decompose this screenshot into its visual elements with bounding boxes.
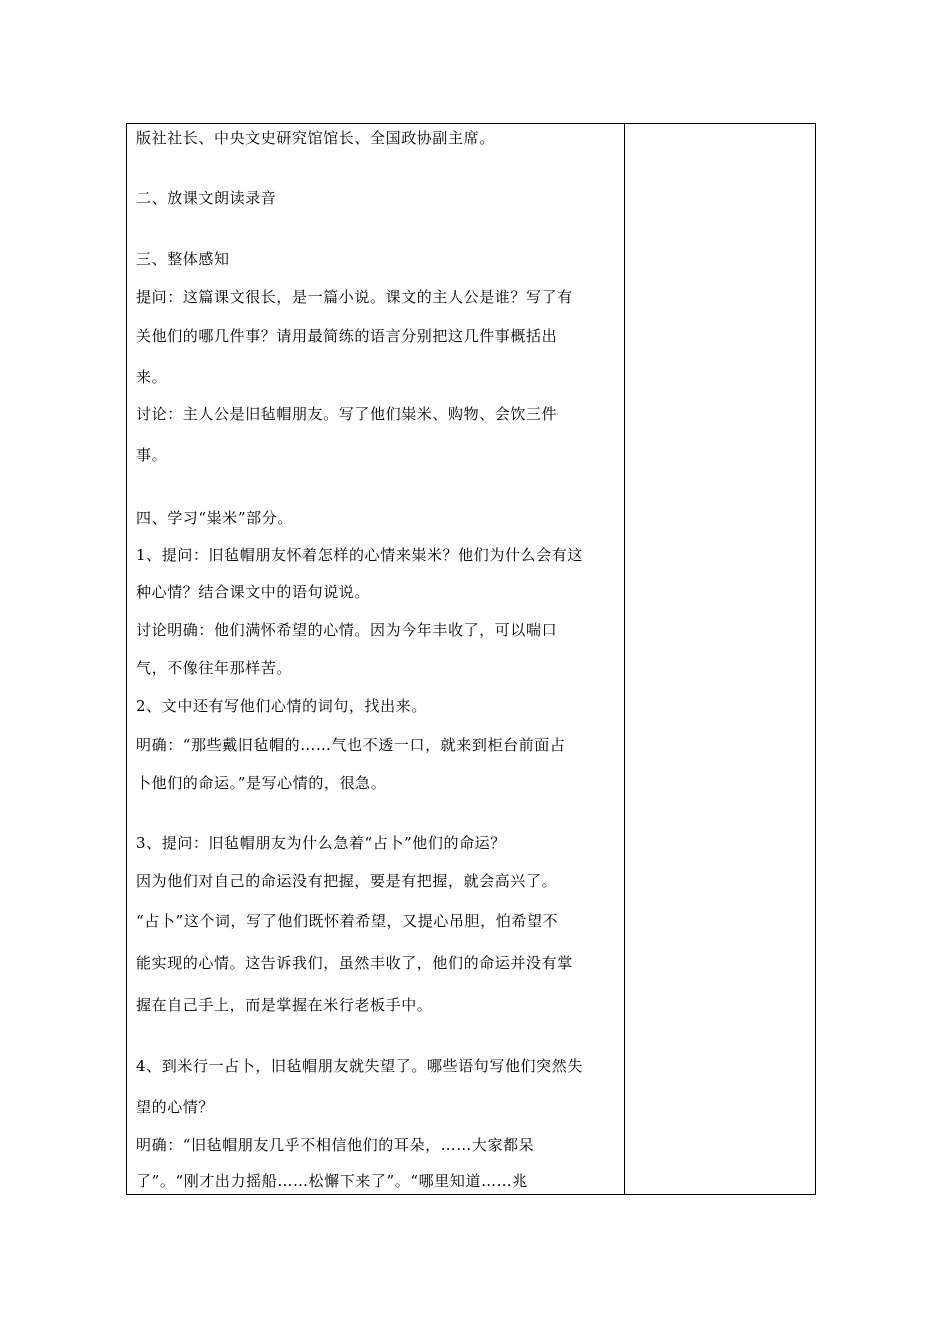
text-line: 4、到米行一占卜，旧毡帽朋友就失望了。哪些语句写他们突然失 [136,1057,583,1075]
text-line: 因为他们对自己的命运没有把握，要是有把握，就会高兴了。 [136,872,558,890]
section-heading: 二、放课文朗读录音 [136,189,277,207]
text-line-content: 卜他们的命运。”是写心情的，很急。 [136,774,387,792]
section-heading: 四、学习“粜米”部分。 [136,509,293,527]
text-line: 能实现的心情。这告诉我们，虽然丰收了，他们的命运并没有掌 [136,954,573,972]
text-line: 版社社长、中央文史研究馆馆长、全国政协副主席。 [136,129,495,147]
text-line [136,773,386,793]
text-line: 种心情？结合课文中的语句说说。 [136,583,371,601]
notes-column-cell [625,124,815,1194]
section-heading: 三、整体感知 [136,250,230,268]
text-line: 讨论：主人公是旧毡帽朋友。写了他们粜米、购物、会饮三件 [136,405,558,423]
text-line: 了”。“刚才出力摇船……松懈下来了”。“哪里知道……兆 [136,1172,528,1190]
text-line: 3、提问：旧毡帽朋友为什么急着“占卜”他们的命运？ [136,834,506,852]
text-line: “占卜”这个词，写了他们既怀着希望，又提心吊胆，怕希望不 [136,912,559,930]
text-line: 气，不像往年那样苦。 [136,659,293,677]
text-line: 明确：“那些戴旧毡帽的……气也不透一口，就来到柜台前面占 [136,736,566,754]
text-line: 握在自己手上，而是掌握在米行老板手中。 [136,996,433,1014]
text-line: 事。 [136,446,168,464]
text-line: 望的心情？ [136,1098,215,1116]
text-line: 明确：“旧毡帽朋友几乎不相信他们的耳朵，……大家都呆 [136,1136,535,1154]
text-line: 2、文中还有写他们心情的词句，找出来。 [136,697,427,715]
text-line: 来。 [136,368,168,386]
text-line: 1、提问：旧毡帽朋友怀着怎样的心情来粜米？他们为什么会有这 [136,546,583,564]
text-line: 提问：这篇课文很长，是一篇小说。课文的主人公是谁？写了有 [136,288,573,306]
text-line: 讨论明确：他们满怀希望的心情。因为今年丰收了，可以喘口 [136,621,558,639]
text-line: 关他们的哪几件事？请用最简练的语言分别把这几件事概括出 [136,327,558,345]
